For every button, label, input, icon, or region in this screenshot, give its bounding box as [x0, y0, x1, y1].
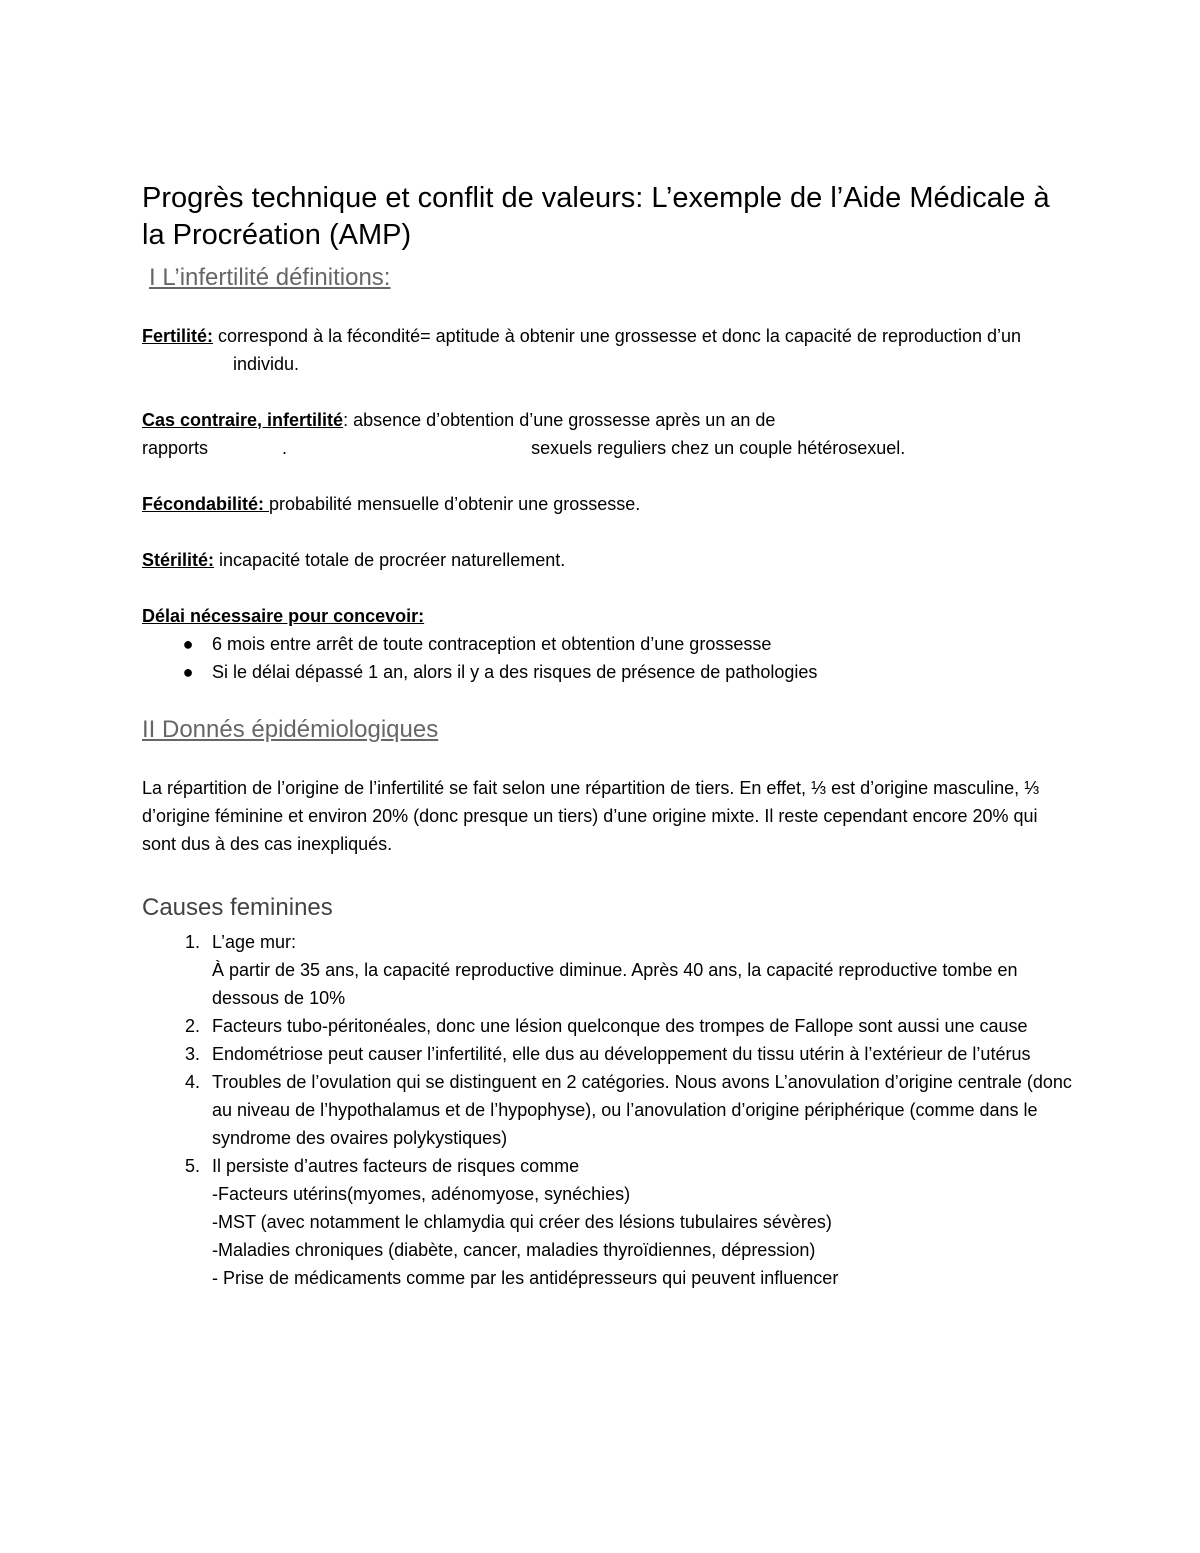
- delai-bullet-list: [142, 630, 1072, 686]
- causes-heading: Causes feminines: [142, 894, 333, 921]
- spacer: [142, 744, 1072, 774]
- spacer: [142, 574, 1072, 602]
- list-number: 1.: [184, 932, 200, 952]
- definition-line: [142, 406, 1072, 434]
- list-item: 3. Endométriose peut causer l’infertilité, elle dus au développement du tissu utérin à l’extérieur de l’utérus: [142, 1040, 1072, 1068]
- definition-text: sexuels reguliers chez un couple hétérosexuel.: [531, 438, 906, 458]
- list-number: 2.: [184, 1016, 200, 1036]
- list-item: 5. Il persiste d’autres facteurs de risques comme -Facteurs utérins(myomes, adénomyose, synéchies) -MST (avec notamment le chlamydia qui créer des lésions tubulaires sévères) -Maladies chroniques (diabète, cancer, maladies thyroïdiennes, dépression) - Prise de médicaments comme par les antidépresseurs qui peuvent influencer: [142, 1152, 1072, 1292]
- section-heading-epidemiologie: II Donnés épidémiologiques: [142, 716, 439, 743]
- bullet-icon: ●: [182, 634, 194, 654]
- definition-sterilite: [142, 546, 1072, 574]
- list-number: 5.: [184, 1156, 200, 1176]
- epidemiologie-paragraph: La répartition de l’origine de l’infertilité se fait selon une répartition de tiers. En effet, ⅓ est d’origine masculine, ⅓ d’origine féminine et environ 20% (donc presque un tiers) d’une origine mixte. Il reste cependant encore 20% qui sont dus à des cas inexpliqués.: [142, 778, 1040, 854]
- list-item: ● 6 mois entre arrêt de toute contraception et obtention d’une grossesse: [142, 630, 1072, 658]
- delai-heading: [142, 602, 1072, 630]
- definition-text: correspond à la fécondité= aptitude à obtenir une grossesse et donc la capacité de reproduction d’un individu.: [213, 326, 1022, 374]
- section-heading-infertilite: I L’infertilité définitions:: [149, 264, 391, 291]
- definition-text: : absence d’obtention d’une grossesse après un an de: [343, 410, 776, 430]
- spacer: [142, 518, 1072, 546]
- spacer: [142, 292, 1072, 322]
- spacer: [142, 378, 1072, 406]
- definition-infertilite: [142, 406, 1072, 462]
- list-item: 2. Facteurs tubo-péritonéales, donc une lésion quelconque des trompes de Fallope sont aussi une cause: [142, 1012, 1072, 1040]
- definition-fecondabilite: [142, 490, 1072, 518]
- term-infertilite: Cas contraire, infertilité: [142, 410, 344, 430]
- list-number: 4.: [184, 1072, 200, 1092]
- term-fertilite: Fertilité:: [142, 326, 214, 346]
- definition-line: [142, 434, 1072, 462]
- document-page: [142, 180, 1072, 1292]
- document-title: Progrès technique et conflit de valeurs: L’exemple de l’Aide Médicale à la Procréation (AMP): [142, 182, 1050, 251]
- spacer: [142, 686, 1072, 716]
- causes-list: [142, 928, 1072, 1292]
- spacer: [142, 858, 1072, 894]
- bullet-icon: ●: [182, 662, 194, 682]
- definition-text: rapports: [142, 438, 209, 458]
- definition-text: incapacité totale de procréer naturellement.: [214, 550, 566, 570]
- list-item: 4. Troubles de l’ovulation qui se distinguent en 2 catégories. Nous avons L’anovulation d’origine centrale (donc au niveau de l’hypothalamus et de l’hypophyse), ou l’anovulation d’origine périphérique (comme dans le syndrome des ovaires polykystiques): [142, 1068, 1072, 1152]
- definition-text: .: [282, 438, 288, 458]
- term-sterilite: Stérilité:: [142, 550, 215, 570]
- term-fecondabilite: Fécondabilité:: [142, 494, 270, 514]
- definition-fertilite: [142, 322, 1072, 378]
- list-item: 1. L’age mur: À partir de 35 ans, la capacité reproductive diminue. Après 40 ans, la capacité reproductive tombe en dessous de 10%: [142, 928, 1072, 1012]
- list-item: ● Si le délai dépassé 1 an, alors il y a des risques de présence de pathologies: [142, 658, 1072, 686]
- list-number: 3.: [184, 1044, 200, 1064]
- spacer: [142, 462, 1072, 490]
- term-delai: Délai nécessaire pour concevoir:: [142, 606, 425, 626]
- definition-text: probabilité mensuelle d’obtenir une grossesse.: [269, 494, 641, 514]
